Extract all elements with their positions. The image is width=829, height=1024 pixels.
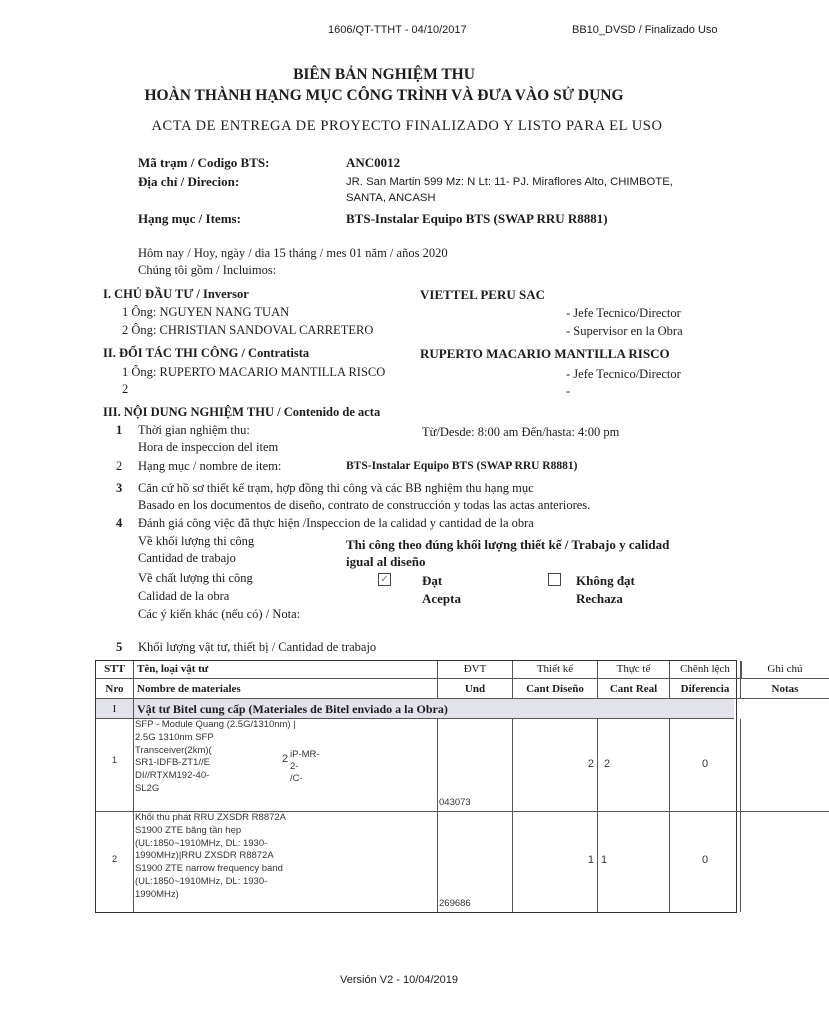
address-label: Địa chỉ / Direcion:: [138, 174, 240, 189]
col-header-design-es: Cant Diseño: [513, 679, 598, 699]
row-1-real: 2: [598, 719, 670, 812]
col-header-unit-es: Und: [438, 679, 513, 699]
item-1-number: 1: [116, 423, 123, 437]
section-1-role-1: - Jefe Tecnico/Director: [566, 306, 681, 320]
col-header-real-es: Cant Real: [598, 679, 670, 699]
section-1-company: VIETTEL PERU SAC: [420, 287, 545, 302]
item-1-label-es: Hora de inspeccion del item: [138, 440, 279, 454]
row-2-name-line: (UL:1850~1910MHz, DL: 1930-: [135, 875, 268, 887]
item-1-label: Thời gian nghiệm thu:: [138, 423, 250, 437]
col-header-name-es: Nombre de materiales: [134, 679, 438, 699]
row-1-name-line: 2.5G 1310nm SFP: [135, 731, 214, 743]
participants-label: Chúng tôi gồm / Incluimos:: [138, 263, 277, 277]
section-1-person-1: 1 Ông: NGUYEN NANG TUAN: [122, 305, 290, 319]
section-1-role-2: - Supervisor en la Obra: [566, 324, 683, 338]
footer-version: Versión V2 - 10/04/2019: [340, 974, 459, 986]
pass-label-es: Acepta: [422, 591, 461, 606]
row-1-unit: [438, 719, 513, 812]
row-1-name-line: SL2G: [135, 782, 160, 794]
row-1-note: [741, 719, 829, 812]
item-3-number: 3: [116, 481, 123, 495]
section-2-role-1: - Jefe Tecnico/Director: [566, 367, 681, 381]
col-header-nro: Nro: [96, 679, 134, 699]
volume-label-es: Cantidad de trabajo: [138, 551, 236, 565]
quality-label-es: Calidad de la obra: [138, 589, 230, 603]
row-2-name: [134, 812, 438, 912]
form-code: BB10_DVSD / Finalizado Uso: [572, 24, 718, 36]
col-header-real: Thực tế: [598, 661, 670, 679]
section-row-number: I: [96, 699, 134, 719]
title-line-2: HOÀN THÀNH HẠNG MỤC CÔNG TRÌNH VÀ ĐƯA VÀO SỬ DỤNG: [144, 87, 624, 104]
row-1-number: 1: [96, 719, 134, 812]
row-2-name-line: 1990MHz)|RRU ZXSDR R8872A: [135, 850, 274, 862]
col-header-diff: Chênh lệch: [670, 661, 741, 679]
row-1-mid-line: /C-: [290, 773, 303, 784]
col-header-stt: STT: [96, 661, 134, 679]
col-header-note-es: Notas: [741, 679, 829, 699]
row-1-name-line: DI//RTXM192-40-: [135, 770, 210, 782]
item-3-line-2: Basado en los documentos de diseño, contrato de construcción y todas las actas anteriores.: [138, 498, 591, 512]
col-header-unit: ĐVT: [438, 661, 513, 679]
row-1-name: [134, 719, 438, 812]
row-1-name-line: Transceiver(2km)(: [135, 744, 212, 756]
materials-table: [95, 660, 803, 913]
items-label: Hạng mục / Items:: [138, 211, 241, 226]
section-2-heading: II. ĐỐI TÁC THI CÔNG / Contratista: [103, 346, 310, 360]
item-4-line: Đánh giá công việc đã thực hiện /Inspeccion de la calidad y cantidad de la obra: [138, 516, 534, 530]
section-3-heading: III. NỘI DUNG NGHIỆM THU / Contenido de acta: [103, 405, 381, 419]
row-1-mid-lines: [290, 749, 320, 785]
row-2-name-line: (UL:1850~1910MHz, DL: 1930-: [135, 837, 268, 849]
row-1-code: 043073: [439, 797, 471, 809]
item-5-label: Khối lượng vật tư, thiết bị / Cantidad de trabajo: [138, 640, 377, 654]
row-1-mid-line: 2-: [290, 761, 299, 772]
row-1-name-line: SFP - Module Quang (2.5G/1310nm) |: [135, 719, 296, 730]
item-2-label: Hạng mục / nombre de item:: [138, 459, 282, 473]
item-3-line-1: Căn cứ hồ sơ thiết kế trạm, hợp đồng thi công và các BB nghiệm thu hạng mục: [138, 481, 534, 495]
section-2-person-2-num: 2: [122, 382, 129, 396]
section-1-heading: I. CHỦ ĐẦU TƯ / Inversor: [103, 287, 249, 301]
row-1-design: 2: [513, 719, 598, 812]
document-code: 1606/QT-TTHT - 04/10/2017: [328, 24, 467, 36]
col-header-diff-es: Diferencia: [670, 679, 741, 699]
row-2-note: [741, 812, 829, 912]
item-5-number: 5: [116, 640, 123, 654]
fail-checkbox[interactable]: [548, 573, 561, 586]
fail-label-es: Rechaza: [576, 591, 623, 606]
col-header-note: Ghi chú: [741, 661, 829, 679]
row-2-unit: [438, 812, 513, 912]
col-header-design: Thiết kế: [513, 661, 598, 679]
item-4-number: 4: [116, 516, 123, 530]
address-line-2: SANTA, ANCASH: [346, 192, 436, 204]
title-line-3: ACTA DE ENTREGA DE PROYECTO FINALIZADO Y LISTO PARA EL USO: [151, 118, 663, 134]
row-1-mid-number: 2: [282, 753, 289, 765]
pass-checkbox[interactable]: ✓: [378, 573, 391, 586]
row-2-real: 1: [598, 812, 670, 912]
item-2-number: 2: [116, 459, 123, 473]
volume-value-1: Thi công theo đúng khối lượng thiết kế / Trabajo y calidad: [346, 537, 670, 552]
row-2-name-line: S1900 ZTE narrow frequency band: [135, 863, 283, 875]
volume-value-2: igual al diseño: [346, 554, 426, 569]
row-1-diff: 0: [670, 719, 741, 812]
row-2-code: 269686: [439, 898, 471, 910]
col-header-name: Tên, loại vật tư: [134, 661, 438, 679]
row-1-name-line: SR1-IDFB-ZT1//E: [135, 757, 210, 769]
site-code-value: ANC0012: [346, 155, 401, 170]
row-2-name-line: Khối thu phát RRU ZXSDR R8872A: [135, 812, 287, 823]
section-2-role-2: -: [566, 384, 571, 398]
section-row-title: Vật tư Bitel cung cấp (Materiales de Bitel enviado a la Obra): [134, 699, 734, 719]
row-2-name-line: 1990MHz): [135, 888, 179, 900]
site-code-label: Mã trạm / Codigo BTS:: [138, 155, 270, 170]
row-2-name-line: S1900 ZTE băng tần hẹp: [135, 824, 242, 836]
fail-label: Không đạt: [576, 573, 635, 588]
row-2-number: 2: [96, 812, 134, 912]
other-notes-label: Các ý kiến khác (nếu có) / Nota:: [138, 607, 301, 621]
section-2-person-1: 1 Ông: RUPERTO MACARIO MANTILLA RISCO: [122, 365, 386, 379]
address-line-1: JR. San Martin 599 Mz: N Lt: 11- PJ. Miraflores Alto, CHIMBOTE,: [346, 176, 673, 188]
title-line-1: BIÊN BẢN NGHIỆM THU: [293, 66, 475, 83]
pass-label: Đạt: [422, 573, 443, 588]
items-value: BTS-Instalar Equipo BTS (SWAP RRU R8881): [346, 211, 608, 226]
item-2-value: BTS-Instalar Equipo BTS (SWAP RRU R8881): [346, 460, 578, 472]
volume-label: Về khối lượng thi công: [138, 534, 255, 548]
date-line: Hôm nay / Hoy, ngày / dia 15 tháng / mes 01 năm / años 2020: [138, 246, 448, 260]
quality-label: Về chất lượng thi công: [138, 571, 253, 585]
row-2-diff: 0: [670, 812, 741, 912]
section-2-company: RUPERTO MACARIO MANTILLA RISCO: [420, 346, 670, 361]
row-2-design: 1: [513, 812, 598, 912]
item-1-time: Từ/Desde: 8:00 am Đến/hasta: 4:00 pm: [422, 425, 620, 439]
section-1-person-2: 2 Ông: CHRISTIAN SANDOVAL CARRETERO: [122, 323, 374, 337]
row-1-mid-line: iP-MR-: [290, 749, 320, 760]
